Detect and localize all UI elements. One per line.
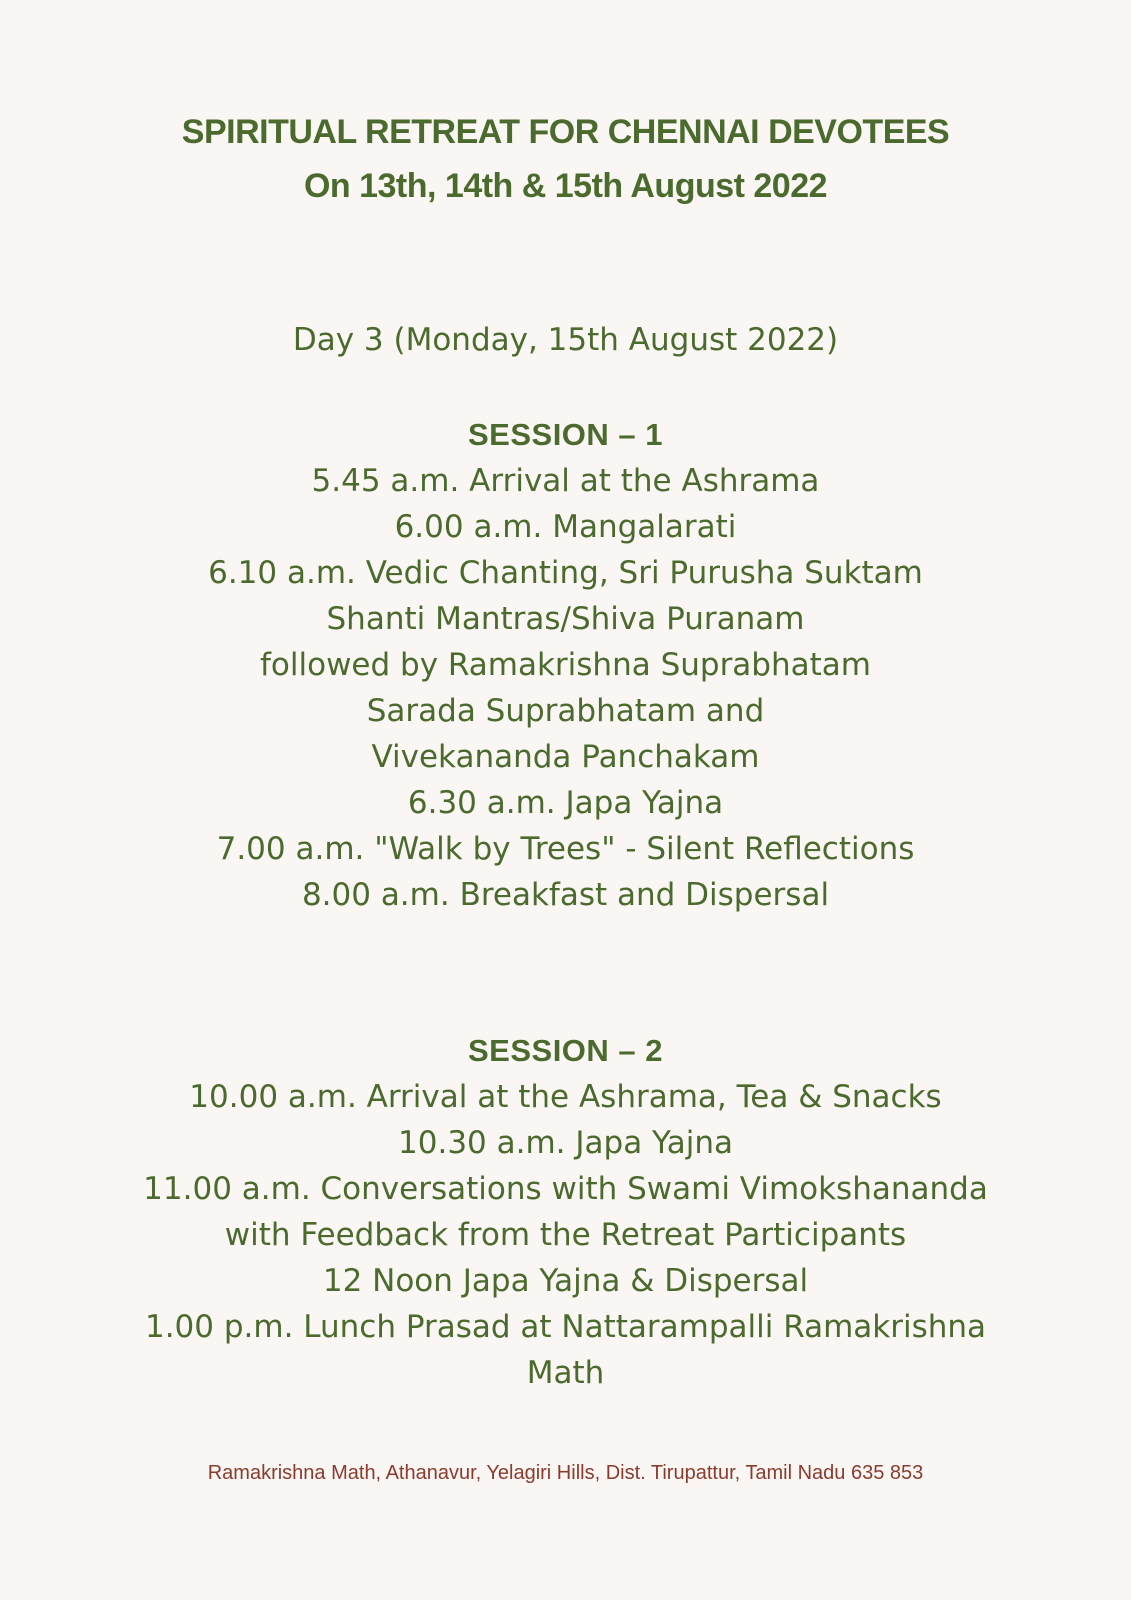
schedule-item: 6.10 a.m. Vedic Chanting, Sri Purusha Suktam	[208, 555, 923, 591]
session-heading: SESSION – 1	[467, 417, 664, 452]
schedule-item: followed by Ramakrishna Suprabhatam	[260, 647, 871, 683]
schedule-item: Shanti Mantras/Shiva Puranam	[326, 601, 805, 637]
schedule-item: 8.00 a.m. Breakfast and Dispersal	[301, 877, 830, 913]
schedule-item: 1.00 p.m. Lunch Prasad at Nattarampalli Ramakrishna	[144, 1309, 987, 1345]
session-heading: SESSION – 2	[467, 1033, 664, 1068]
session-1	[0, 412, 1131, 918]
session-2-schedule	[0, 1074, 1131, 1396]
schedule-item: 12 Noon Japa Yajna & Dispersal	[322, 1263, 809, 1299]
footer-address: Ramakrishna Math, Athanavur, Yelagiri Hills, Dist. Tirupattur, Tamil Nadu 635 853	[207, 1462, 924, 1484]
retreat-title: SPIRITUAL RETREAT FOR CHENNAI DEVOTEES	[181, 113, 950, 151]
schedule-item: Math	[526, 1355, 605, 1391]
session-1-schedule	[0, 458, 1131, 918]
schedule-item: Vivekananda Panchakam	[371, 739, 760, 775]
schedule-item: with Feedback from the Retreat Participants	[224, 1217, 907, 1253]
session-2	[0, 1028, 1131, 1396]
schedule-item: 6.00 a.m. Mangalarati	[394, 509, 737, 545]
retreat-dates: On 13th, 14th & 15th August 2022	[303, 167, 828, 205]
schedule-item: 5.45 a.m. Arrival at the Ashrama	[311, 463, 820, 499]
day-heading: Day 3 (Monday, 15th August 2022)	[292, 322, 839, 358]
schedule-item: 11.00 a.m. Conversations with Swami Vimokshananda	[143, 1171, 988, 1207]
schedule-item: Sarada Suprabhatam and	[366, 693, 765, 729]
schedule-item: 10.30 a.m. Japa Yajna	[398, 1125, 733, 1161]
schedule-item: 6.30 a.m. Japa Yajna	[407, 785, 724, 821]
schedule-item: 7.00 a.m. "Walk by Trees" - Silent Reflections	[216, 831, 915, 867]
schedule-item: 10.00 a.m. Arrival at the Ashrama, Tea & Snacks	[189, 1079, 942, 1115]
